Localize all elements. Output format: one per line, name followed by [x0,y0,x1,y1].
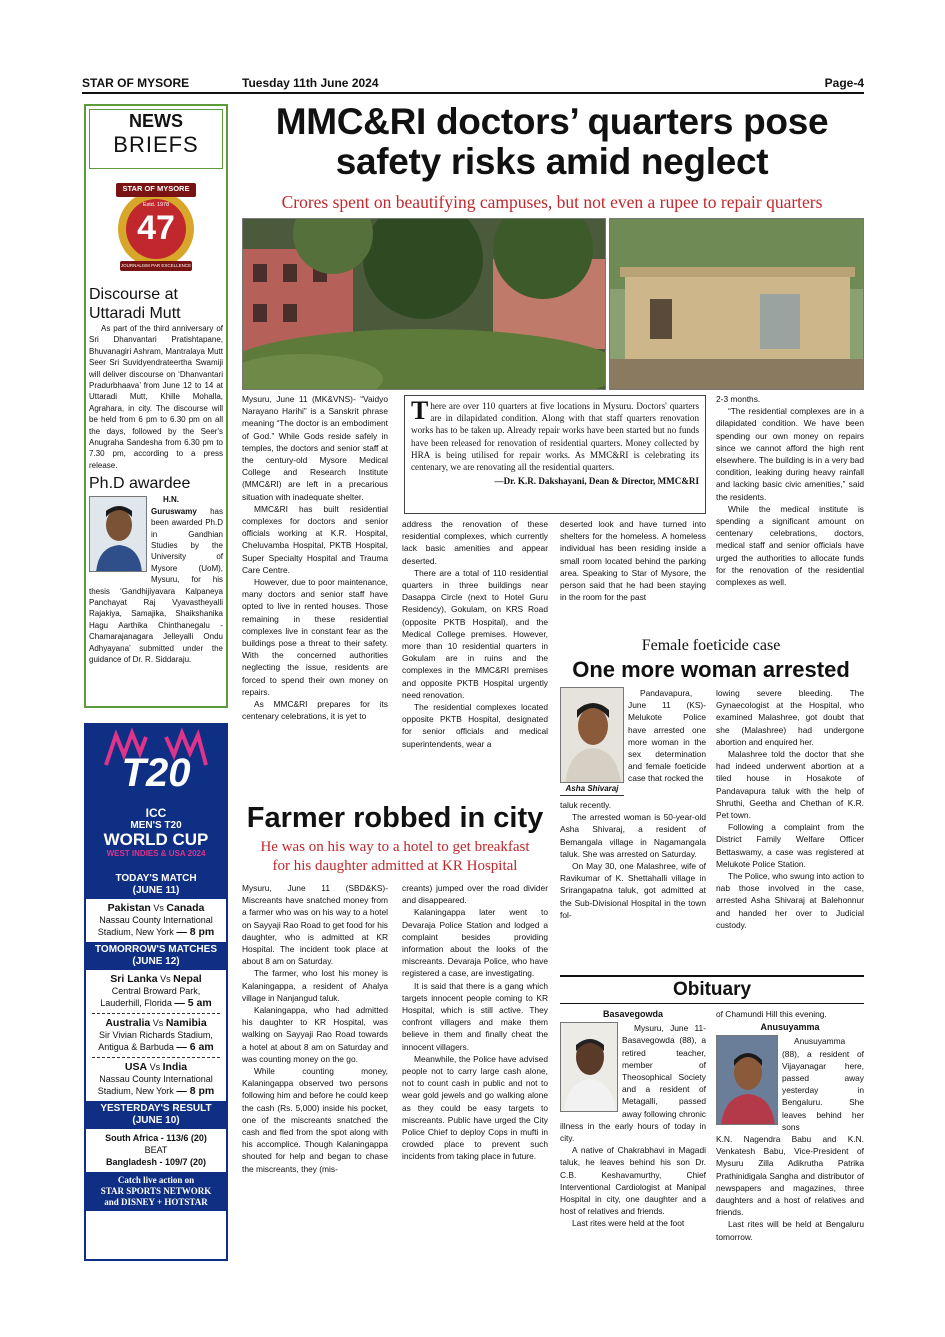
dilapidated-quarters-photo [609,218,864,390]
brief-2-text: H.N. Guruswamy has been awarded Ph.D in Gandhian Studies by the University of Mysore (UoM), Mysuru, for his thesis ‘Gandhijiyavara Kalpaneya Panchayat Raj Vyavastheyalli Rajakiya, Samajika, Shaikshanika Hagu Aarthika Chinthanegalu - Chamarajanagara Jelleyalli Ondu Adhyayana’ submitted under the guidance of Dr. R. Siddaraju. [89,495,223,664]
match-aus-nam: Australia Vs Namibia Sir Vivian Richards Stadium, Antigua & Barbuda — 6 am [98,1017,214,1053]
page-number: Page-4 [824,76,864,90]
basavegowda-photo [560,1022,618,1112]
asha-shivaraj-photo-block: Asha Shivaraj [560,687,624,797]
dean-quote-box [404,395,706,514]
main-col-3: deserted look and have turned into shelters for the homeless. A homeless individual has been residing inside a small room located behind the parking area. Speaking to Star of Mysore, the person said that he had been staying in the room for the past [560,519,706,603]
quote-dropcap: T [411,396,429,425]
farmer-col-1: Mysuru, June 11 (SBD&KS)- Miscreants have snatched money from a farmer who was on his way to a hotel on Sayyaji Rao Road to get food for his daughter, who is admitted at KR Hospital. The incident took place at about 8 am on Saturday. The farmer, who lost his money is Kalaningappa, a resident of Ahalya village in Nanjangud taluk. Kalaningappa, who had admitted his daughter to KR Hospital, was walking on Sayyaji Rao Road towards a hotel at about 8 am on Saturday and was counting money on the go. While counting money, Kalaningappa observed two persons following him and before he could keep the cash (Rs. 5,000) inside his pocket, one of the miscreants snatched the cash and fled from the spot along with his accomplice. Though Kalaningappa shouted for help and began to chase the miscreants, they (mis- [242,883,388,1174]
main-subhead: Crores spent on beautifying campuses, but not even a rupee to repair quarters [281,192,823,212]
farmer-col-2: creants) jumped over the road divider and disappeared. Kalaningappa later went to Devaraja Police Station and lodged a complaint besides providing information about the looks of the miscreants. Devaraja Police, who have registered a case, are investigating. It is said that there is a gang which targets innocent people coming to KR Hospital, which is still active. They confront villagers and make them believe in them and finally cheat the innocent villagers. Meanwhile, the Police have advised people not to carry large cash alone, not to count cash in public and not to wear gold jewels and go walking alone as they could be easy targets to miscreants. Public have urged the City Police Chief to deploy Cops in mufti in crowded place to prevent such incidents from taking place in future. [402,883,548,1162]
foeticide-col-1: Asha Shivaraj Pandavapura, June 11 (KS)- Melukote Police have arrested one more woman in the sex determination and female foeticide case that rocked the taluk recently. The arrested woman is 50-year-old Asha Shivaraj, a resident of Bemangala village in Nagamangala taluk. She was arrested on Saturday. On May 30, one Malashree, wife of Ravikumar of K. Shettahalli village in Srirangapatna taluk, got admitted at the Sub-Divisional Hospital in the town fol- [560,688,706,920]
issue-date: Tuesday 11th June 2024 [242,76,379,90]
brief-2-headline: Ph.D awardee [89,475,191,493]
asha-shivaraj-photo [560,687,624,783]
masthead [82,74,864,94]
foeticide-kicker: Female foeticide case [641,637,781,654]
match-pak-can: Pakistan Vs Canada Nassau County International Stadium, New York — 8 pm [97,902,215,938]
brief-1-headline: Discourse at Uttaradi Mutt [89,286,181,322]
quote-attribution: —Dr. K.R. Dakshayani, Dean & Director, MMC&RI [494,476,699,487]
brief-1-text: As part of the third anniversary of Sri Dhanvantari Pratishtapane, Bhuvanagiri Ashram, Mantralaya Mutt Seer Sri Suvidyendrateertha Swamiji will deliver discourse on ‘Dhanvantari Pradurbhaava’ from June 12 to 14 at Uttaradi Mutt, Khille Mohalla, Agrahara, in city. The discourse will be held from 6 pm to 6.30 pm on all the days, followed by the Seer's Anugraha Sandesha from 6.30 pm to 7.30 pm, according to a press release. [89,324,223,470]
foeticide-headline: One more woman arrested [572,657,850,682]
foeticide-col-2: lowing severe bleeding. The Gynaecologist at the Hospital, who examined Malashree, got doubt that she (Malashree) had undergone abortion and enquired her. Malashree told the doctor that she had indeed underwent abortion at a tiled house in Hosakote of Pandavapura taluk with the help of Shruthi, Geetha and Chethan of K.R. Pet town. Following a complaint from the District Family Welfare Officer Bettaswamy, a case was registered at Melukote Police Station. The Police, who swung into action to nab those involved in the case, arrested Asha Shivaraj at Balehonnur and handed her over to Judicial custody. [716,688,864,930]
main-col-4: 2-3 months. “The residential complexes are in a dilapidated condition. We have been spending our own money on repairs since we cannot afford the high rent elsewhere. The building is in a very bad condition, leaking during heavy rainfall and lacking basic civic amenities,” said the residents. While the medical institute is spending a significant amount on centenary celebrations, doctors, medical staff and senior officials have urged the authorities to allocate funds for the renovation of the residential complexes as well. [716,394,864,588]
news-briefs-panel [84,104,228,708]
guruswamy-photo [89,496,147,572]
paper-name: STAR OF MYSORE [82,76,190,90]
match-sl-nep: Sri Lanka Vs Nepal Central Broward Park, Lauderhill, Florida — 5 am [100,973,212,1009]
t20-world-cup-panel [84,723,228,1261]
broadcast-footer: Catch live action on STAR SPORTS NETWORK and DISNEY + HOTSTAR [86,1172,226,1211]
obituary-header: Obituary [560,975,864,1004]
anniversary-logo: STAR OF MYSORE Estd. 1978 47 JOURNALISM PAR EXCELLENCE [106,177,206,277]
anusuyamma-photo [716,1035,778,1125]
farmer-subhead: He was on his way to a hotel to get breakfast for his daughter admitted at KR Hospital [260,839,530,874]
match-usa-ind: USA Vs India Nassau County International Stadium, New York — 8 pm [97,1061,215,1097]
tomorrow-matches-bar: TOMORROW'S MATCHES (JUNE 12) [86,942,226,970]
farmer-headline: Farmer robbed in city [246,802,544,834]
main-headline: MMC&RI doctors’ quarters pose safety risks amid neglect [275,101,829,182]
quote-text: here are over 110 quarters at five locations in Mysuru. Doctors' quarters are in dilapidated condition. Along with that staff quarters renovation works has to be taken up. Already repair works have been started but no funds have been released for renovation of residential quarters. Money collected by HRA is being utilised for repair works. As MMC&RI is celebrating its centenary, we are renovating all the residential quarters. [411,401,699,473]
obituary-col-2: of Chamundi Hill this evening. Anusuyamma Anusuyamma (88), a resident of Vijayanagar here, passed away yesterday in Bengaluru. She leaves behind her sons K.N. Nagendra Babu and K.N. Venkatesh Babu, Vice-President of Mysuru Zilla Adikrutha Patrika Prathinidigala Sangha and distributor of newspapers and magazines, three daughters and a host of relatives and friends. Last rites will be held at Bengaluru tomorrow. [716,1009,864,1242]
today-match-bar: TODAY'S MATCH (JUNE 11) [86,871,226,899]
yesterday-result-bar: YESTERDAY'S RESULT (JUNE 10) [86,1101,226,1129]
t20-logo-block: T20 ICC MEN'S T20 WORLD CUP WEST INDIES & USA 2024 [86,725,226,871]
main-col-1: Mysuru, June 11 (MK&VNS)- “Vaidyo Narayano Harihi” is a Sanskrit phrase meaning “The doctor is an embodiment of God.” While Gods reside safely in temples, the doctors and senior staff at the century-old Mysore Medical College and Research Institute (MMC&RI) are left in a precarious situation with inadequate shelter. MMC&RI has built residential complexes for doctors and senior officials working at K.R. Hospital, Cheluvamba Hospital, PKTB Hospital, Super Specialty Hospital and Trauma Care Centre. However, due to poor maintenance, many doctors and senior staff have opted to live in rented houses. Those remaining in these residential complexes live in constant fear as the buildings pose a threat to their safety. With the concerned authorities neglecting the issue, residents are forced to spend their own money on repairs. As MMC&RI prepares for its centenary celebrations, it is yet to [242,394,388,722]
main-col-2: address the renovation of these residential complexes, which currently lack basic amenities and appear deserted. There are a total of 110 residential quarters in three buildings near Dasappa Circle (next to Hotel Guru Residency), Gokulam, on KRS Road (opposite PKTB Hospital), and the Medical College premises. However, more than 10 residential quarters in Gokulam are in ruins and the complexes in the MMC&RI premises and opposite PKTB Hospital urgently need renovation. The residential complexes located opposite PKTB Hospital, designated for senior officials and medical superintendents, wear a [402,519,548,749]
campus-garden-photo [242,218,606,390]
obituary-col-1: Basavegowda Mysuru, June 11- Basavegowda (88), a retired teacher, member of Theosophical Society and a resident of Metagalli, passed away following chronic illness in the early hours of today in city. A native of Chakrabhavi in Magadi taluk, he leaves behind his son Dr. C.B. Keshavamurthy, Chief Interventional Cardiologist at Manipal Hospital in city, one daughter and a host of relatives and friends. Last rites were held at the foot [560,1009,706,1229]
news-briefs-header: NEWS BRIEFS [89,109,223,169]
result-sa-ban: South Africa - 113/6 (20) BEAT Bangladesh - 109/7 (20) [105,1133,207,1167]
